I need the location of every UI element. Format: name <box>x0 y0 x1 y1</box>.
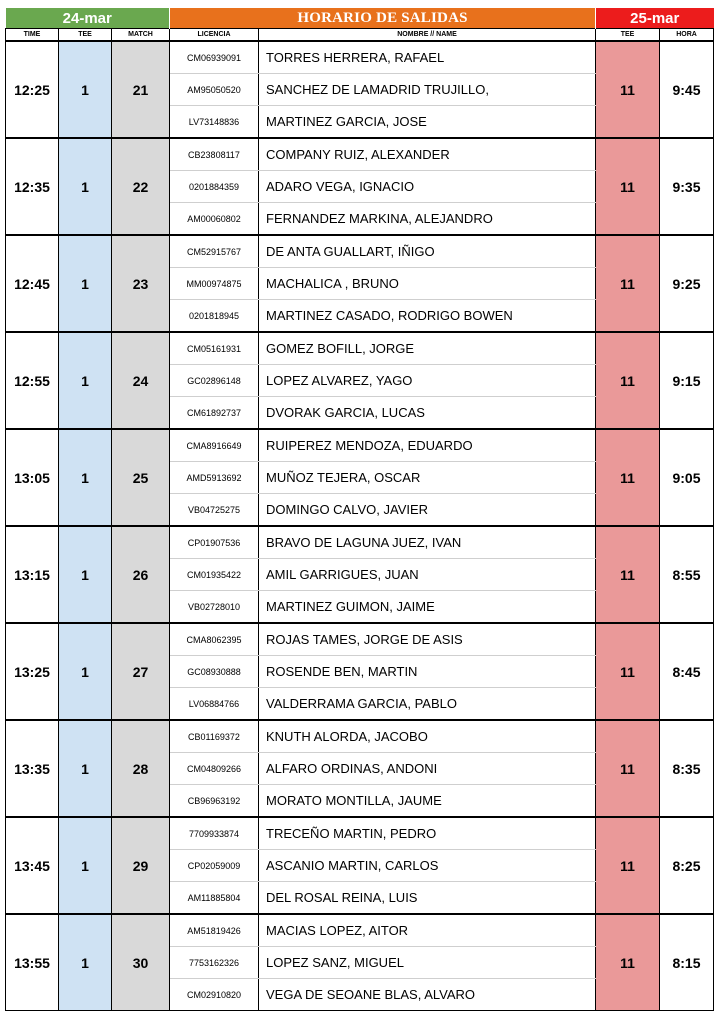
table-row <box>6 332 714 365</box>
start-hour-day-2: 9:35 <box>660 138 714 235</box>
licence-number: AM11885804 <box>170 882 259 915</box>
col-header-licencia: LICENCIA <box>170 29 259 42</box>
licence-number: CB23808117 <box>170 138 259 171</box>
match-number: 24 <box>112 332 170 429</box>
player-name: FERNANDEZ MARKINA, ALEJANDRO <box>259 203 596 236</box>
tee-day-2: 11 <box>596 623 660 720</box>
player-name: VALDERRAMA GARCIA, PABLO <box>259 688 596 721</box>
match-number: 28 <box>112 720 170 817</box>
tee-day-2: 11 <box>596 817 660 914</box>
player-name: LOPEZ SANZ, MIGUEL <box>259 947 596 979</box>
licence-number: 7709933874 <box>170 817 259 850</box>
player-name: ROSENDE BEN, MARTIN <box>259 656 596 688</box>
start-time: 13:05 <box>6 429 59 526</box>
player-name: MORATO MONTILLA, JAUME <box>259 785 596 818</box>
start-time: 12:55 <box>6 332 59 429</box>
table-row <box>6 429 714 462</box>
player-name: TRECEÑO MARTIN, PEDRO <box>259 817 596 850</box>
licence-number: AM51819426 <box>170 914 259 947</box>
player-name: DVORAK GARCIA, LUCAS <box>259 397 596 430</box>
table-row <box>6 526 714 559</box>
start-hour-day-2: 9:45 <box>660 41 714 138</box>
licence-number: AM00060802 <box>170 203 259 236</box>
player-name: DEL ROSAL REINA, LUIS <box>259 882 596 915</box>
licence-number: LV06884766 <box>170 688 259 721</box>
player-name: MARTINEZ GUIMON, JAIME <box>259 591 596 624</box>
match-number: 25 <box>112 429 170 526</box>
tee-day-1: 1 <box>59 235 112 332</box>
match-number: 29 <box>112 817 170 914</box>
tee-day-1: 1 <box>59 429 112 526</box>
player-name: VEGA DE SEOANE BLAS, ALVARO <box>259 979 596 1011</box>
player-name: RUIPEREZ MENDOZA, EDUARDO <box>259 429 596 462</box>
licence-number: CP01907536 <box>170 526 259 559</box>
table-row <box>6 138 714 171</box>
start-time: 12:45 <box>6 235 59 332</box>
date-day-2: 25-mar <box>596 8 714 29</box>
player-name: LOPEZ ALVAREZ, YAGO <box>259 365 596 397</box>
player-name: SANCHEZ DE LAMADRID TRUJILLO, <box>259 74 596 106</box>
col-header-nombre: NOMBRE // NAME <box>259 29 596 42</box>
player-name: DE ANTA GUALLART, IÑIGO <box>259 235 596 268</box>
tee-day-2: 11 <box>596 720 660 817</box>
tee-day-2: 11 <box>596 429 660 526</box>
schedule-body <box>6 8 714 1011</box>
tee-day-1: 1 <box>59 720 112 817</box>
licence-number: CM05161931 <box>170 332 259 365</box>
licence-number: CM04809266 <box>170 753 259 785</box>
player-name: KNUTH ALORDA, JACOBO <box>259 720 596 753</box>
start-hour-day-2: 9:05 <box>660 429 714 526</box>
tee-day-2: 11 <box>596 332 660 429</box>
licence-number: AM95050520 <box>170 74 259 106</box>
start-time: 13:35 <box>6 720 59 817</box>
licence-number: AMD5913692 <box>170 462 259 494</box>
col-header-tee: TEE <box>59 29 112 42</box>
title-bar <box>6 8 714 29</box>
licence-number: CB96963192 <box>170 785 259 818</box>
licence-number: LV73148836 <box>170 106 259 139</box>
start-time: 13:45 <box>6 817 59 914</box>
table-row <box>6 914 714 947</box>
tee-day-1: 1 <box>59 41 112 138</box>
col-header-match: MATCH <box>112 29 170 42</box>
licence-number: CM06939091 <box>170 41 259 74</box>
schedule-table <box>5 8 714 1011</box>
tee-day-1: 1 <box>59 526 112 623</box>
player-name: DOMINGO CALVO, JAVIER <box>259 494 596 527</box>
licence-number: 0201818945 <box>170 300 259 333</box>
start-hour-day-2: 8:35 <box>660 720 714 817</box>
start-hour-day-2: 8:55 <box>660 526 714 623</box>
col-header-time: TIME <box>6 29 59 42</box>
match-number: 30 <box>112 914 170 1011</box>
start-hour-day-2: 8:45 <box>660 623 714 720</box>
player-name: MACIAS LOPEZ, AITOR <box>259 914 596 947</box>
licence-number: VB02728010 <box>170 591 259 624</box>
start-time: 13:55 <box>6 914 59 1011</box>
start-time: 12:35 <box>6 138 59 235</box>
licence-number: GC02896148 <box>170 365 259 397</box>
licence-number: VB04725275 <box>170 494 259 527</box>
licence-number: CMA8062395 <box>170 623 259 656</box>
licence-number: CM01935422 <box>170 559 259 591</box>
tee-day-2: 11 <box>596 138 660 235</box>
player-name: GOMEZ BOFILL, JORGE <box>259 332 596 365</box>
player-name: ROJAS TAMES, JORGE DE ASIS <box>259 623 596 656</box>
schedule-title: HORARIO DE SALIDAS <box>170 8 596 29</box>
player-name: MUÑOZ TEJERA, OSCAR <box>259 462 596 494</box>
licence-number: CP02059009 <box>170 850 259 882</box>
player-name: MACHALICA , BRUNO <box>259 268 596 300</box>
table-row <box>6 623 714 656</box>
player-name: ALFARO ORDINAS, ANDONI <box>259 753 596 785</box>
col-header-tee-day-2: TEE <box>596 29 660 42</box>
tee-day-2: 11 <box>596 914 660 1011</box>
player-name: ASCANIO MARTIN, CARLOS <box>259 850 596 882</box>
start-hour-day-2: 9:25 <box>660 235 714 332</box>
start-hour-day-2: 8:15 <box>660 914 714 1011</box>
start-time: 12:25 <box>6 41 59 138</box>
match-number: 22 <box>112 138 170 235</box>
player-name: AMIL GARRIGUES, JUAN <box>259 559 596 591</box>
licence-number: CM52915767 <box>170 235 259 268</box>
match-number: 27 <box>112 623 170 720</box>
licence-number: 7753162326 <box>170 947 259 979</box>
table-row <box>6 720 714 753</box>
tee-times-sheet <box>5 8 714 1011</box>
tee-day-1: 1 <box>59 914 112 1011</box>
player-name: MARTINEZ CASADO, RODRIGO BOWEN <box>259 300 596 333</box>
tee-day-1: 1 <box>59 138 112 235</box>
table-row <box>6 41 714 74</box>
col-header-hora: HORA <box>660 29 714 42</box>
licence-number: CM61892737 <box>170 397 259 430</box>
date-day-1: 24-mar <box>6 8 170 29</box>
match-number: 21 <box>112 41 170 138</box>
licence-number: CB01169372 <box>170 720 259 753</box>
tee-day-1: 1 <box>59 623 112 720</box>
licence-number: CM02910820 <box>170 979 259 1011</box>
licence-number: GC08930888 <box>170 656 259 688</box>
start-hour-day-2: 8:25 <box>660 817 714 914</box>
table-row <box>6 817 714 850</box>
player-name: COMPANY RUIZ, ALEXANDER <box>259 138 596 171</box>
player-name: TORRES HERRERA, RAFAEL <box>259 41 596 74</box>
tee-day-2: 11 <box>596 526 660 623</box>
match-number: 23 <box>112 235 170 332</box>
tee-day-1: 1 <box>59 332 112 429</box>
start-hour-day-2: 9:15 <box>660 332 714 429</box>
player-name: BRAVO DE LAGUNA JUEZ, IVAN <box>259 526 596 559</box>
tee-day-2: 11 <box>596 41 660 138</box>
player-name: ADARO VEGA, IGNACIO <box>259 171 596 203</box>
licence-number: CMA8916649 <box>170 429 259 462</box>
tee-day-1: 1 <box>59 817 112 914</box>
table-row <box>6 235 714 268</box>
tee-day-2: 11 <box>596 235 660 332</box>
licence-number: 0201884359 <box>170 171 259 203</box>
player-name: MARTINEZ GARCIA, JOSE <box>259 106 596 139</box>
start-time: 13:25 <box>6 623 59 720</box>
column-header-row <box>6 29 714 42</box>
match-number: 26 <box>112 526 170 623</box>
start-time: 13:15 <box>6 526 59 623</box>
licence-number: MM00974875 <box>170 268 259 300</box>
